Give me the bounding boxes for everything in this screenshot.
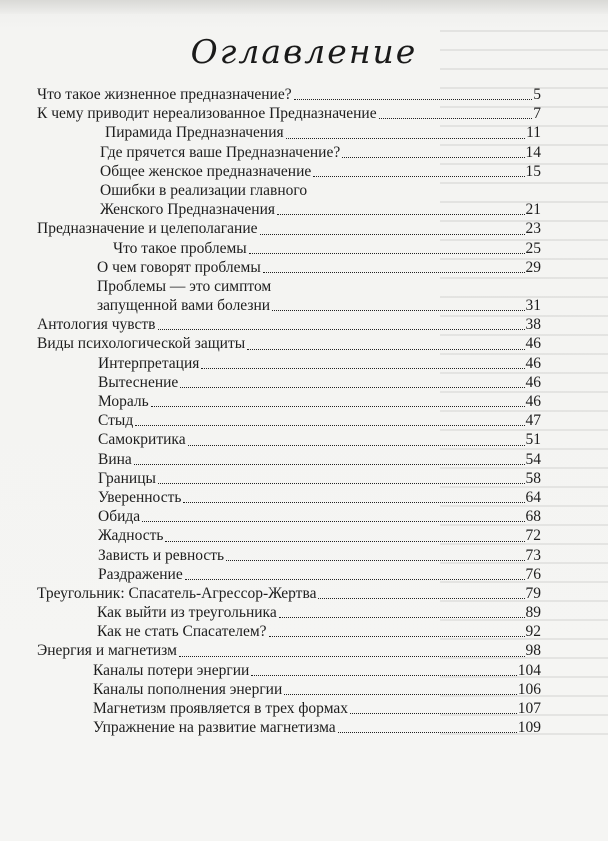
toc-entry[interactable] (37, 488, 541, 507)
toc-page-number: 73 (525, 546, 541, 564)
toc-entry[interactable] (37, 354, 541, 373)
page-title: Оглавление (190, 32, 418, 71)
toc-page-number: 25 (525, 239, 541, 257)
toc-entry-label: Интерпретация (98, 354, 200, 372)
toc-entry[interactable] (37, 603, 541, 622)
dot-leader (338, 731, 517, 733)
dot-leader (134, 463, 525, 465)
toc-entry[interactable] (37, 277, 541, 315)
toc-entry-label: К чему приводит нереализованное Предназначение (37, 105, 377, 123)
toc-page-number: 54 (525, 450, 541, 468)
toc-page-number: 64 (525, 488, 541, 506)
toc-page-number: 72 (525, 527, 541, 545)
dot-leader (251, 674, 516, 676)
toc-entry[interactable] (37, 219, 541, 238)
toc-entry-label-continued: Женского Предназначения (100, 201, 275, 219)
toc-page-number: 58 (525, 469, 541, 487)
toc-entry-label: Что такое проблемы (113, 239, 247, 257)
toc-entry[interactable] (37, 373, 541, 392)
toc-page-number: 46 (525, 373, 541, 391)
dot-leader (260, 233, 525, 235)
toc-entry-label: Пирамида Предназначения (105, 124, 284, 142)
toc-entry[interactable] (37, 526, 541, 545)
toc-page-number: 29 (525, 258, 541, 276)
toc-entry-label: Антология чувств (37, 316, 156, 334)
toc-page-number: 38 (525, 316, 541, 334)
dot-leader (286, 137, 525, 139)
toc-entry-label: Ошибки в реализации главного (100, 181, 308, 199)
toc-entry[interactable] (37, 181, 541, 219)
toc-entry-label: Проблемы — это симптом (97, 277, 272, 295)
toc-entry[interactable] (37, 258, 541, 277)
toc-page-number: 92 (525, 623, 541, 641)
toc-page-number: 21 (525, 201, 541, 219)
dot-leader (201, 367, 524, 369)
dot-leader (142, 520, 524, 522)
toc-entry-label: Упражнение на развитие магнетизма (93, 719, 336, 737)
toc-entry-label: Границы (98, 469, 156, 487)
toc-entry-label: Общее женское предназначение (100, 162, 312, 180)
toc-entry[interactable] (37, 334, 541, 353)
table-of-contents (37, 85, 541, 737)
toc-page-number: 15 (525, 162, 541, 180)
toc-entry[interactable] (37, 430, 541, 449)
toc-entry[interactable] (37, 622, 541, 641)
dot-leader (269, 635, 525, 637)
toc-page-number: 68 (525, 508, 541, 526)
toc-entry-label: Вытеснение (98, 373, 179, 391)
toc-page-number: 109 (517, 719, 541, 737)
dot-leader (318, 597, 524, 599)
toc-entry[interactable] (37, 123, 541, 142)
toc-entry[interactable] (37, 239, 541, 258)
toc-page-number: 107 (517, 700, 541, 718)
dot-leader (247, 348, 524, 350)
dot-leader (279, 616, 525, 618)
toc-page-number: 106 (517, 680, 541, 698)
toc-entry-label: Как выйти из треугольника (97, 604, 277, 622)
toc-entry-label: Энергия и магнетизм (37, 642, 177, 660)
toc-entry[interactable] (37, 162, 541, 181)
toc-entry-label: Как не стать Спасателем? (97, 623, 267, 641)
toc-page-number: 46 (525, 335, 541, 353)
toc-entry[interactable] (37, 680, 541, 699)
toc-entry-label: Зависть и ревность (98, 546, 225, 564)
toc-entry-label: Виды психологической защиты (37, 335, 246, 353)
toc-page-number: 31 (525, 297, 541, 315)
toc-entry-label: Самокритика (98, 431, 186, 449)
toc-page-number: 79 (525, 584, 541, 602)
toc-entry[interactable] (37, 315, 541, 334)
toc-entry-label: Мораль (98, 393, 149, 411)
toc-entry[interactable] (37, 411, 541, 430)
toc-entry-label: Магнетизм проявляется в трех формах (93, 700, 349, 718)
dot-leader (379, 117, 533, 119)
toc-entry-label: Стыд (98, 412, 134, 430)
dot-leader (272, 309, 524, 311)
dot-leader (180, 386, 524, 388)
dot-leader (185, 578, 525, 580)
dot-leader (263, 271, 525, 273)
toc-entry-label: Жадность (98, 527, 164, 545)
toc-entry-label: Предназначение и целеполагание (37, 220, 258, 238)
toc-entry[interactable] (37, 641, 541, 660)
toc-page-number: 11 (526, 124, 541, 142)
toc-entry-label: Что такое жизненное предназначение? (37, 85, 292, 103)
toc-entry-label-continued: запущенной вами болезни (97, 297, 271, 315)
toc-page-number: 5 (533, 85, 541, 103)
toc-entry-label: Обида (98, 508, 141, 526)
dot-leader (165, 540, 524, 542)
toc-entry-label: Каналы пополнения энергии (93, 680, 283, 698)
toc-page-number: 14 (525, 143, 541, 161)
toc-entry[interactable] (37, 104, 541, 123)
dot-leader (249, 252, 525, 254)
toc-entry[interactable] (37, 507, 541, 526)
toc-entry[interactable] (37, 546, 541, 565)
toc-entry[interactable] (37, 143, 541, 162)
toc-entry[interactable] (37, 584, 541, 603)
dot-leader (350, 712, 517, 714)
dot-leader (188, 444, 525, 446)
dot-leader (183, 501, 524, 503)
page-top-edge (0, 0, 608, 14)
dot-leader (135, 424, 524, 426)
toc-page-number: 104 (517, 661, 541, 679)
toc-page-number: 23 (525, 220, 541, 238)
dot-leader (342, 156, 524, 158)
toc-entry[interactable] (37, 85, 541, 104)
toc-page-number: 7 (533, 105, 541, 123)
dot-leader (277, 213, 525, 215)
dot-leader (158, 328, 525, 330)
toc-entry[interactable] (37, 392, 541, 411)
dot-leader (226, 559, 524, 561)
toc-entry[interactable] (37, 718, 541, 737)
toc-entry-label: Треугольник: Спасатель-Агрессор-Жертва (37, 584, 317, 602)
dot-leader (158, 482, 525, 484)
dot-leader (284, 693, 516, 695)
toc-entry[interactable] (37, 565, 541, 584)
toc-entry-label: Уверенность (98, 488, 182, 506)
toc-page-number: 46 (525, 354, 541, 372)
toc-entry-label: Вина (98, 450, 132, 468)
dot-leader (313, 175, 524, 177)
toc-page-number: 76 (525, 565, 541, 583)
dot-leader (294, 98, 533, 100)
toc-page-number: 51 (525, 431, 541, 449)
toc-entry-label: О чем говорят проблемы (97, 258, 261, 276)
toc-entry[interactable] (37, 450, 541, 469)
toc-entry-label: Раздражение (98, 565, 183, 583)
dot-leader (151, 405, 525, 407)
toc-entry[interactable] (37, 699, 541, 718)
toc-entry-label: Каналы потери энергии (93, 661, 250, 679)
toc-entry-label: Где прячется ваше Предназначение? (100, 143, 341, 161)
dot-leader (179, 655, 525, 657)
toc-entry[interactable] (37, 469, 541, 488)
toc-page-number: 89 (525, 604, 541, 622)
toc-page-number: 46 (525, 393, 541, 411)
toc-page-number: 98 (525, 642, 541, 660)
toc-page-number: 47 (525, 412, 541, 430)
toc-entry[interactable] (37, 661, 541, 680)
